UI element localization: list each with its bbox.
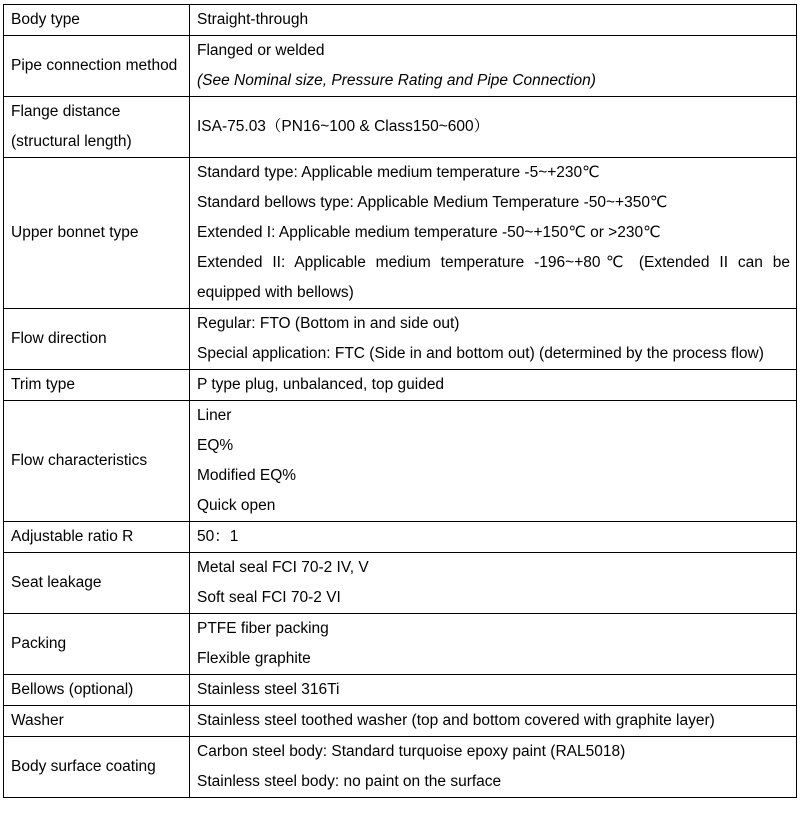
value-line: Metal seal FCI 70-2 IV, V	[197, 559, 369, 576]
value-line: 50：1	[197, 528, 239, 545]
value-line: ISA-75.03（PN16~100 & Class150~600）	[197, 118, 490, 135]
value-line: Soft seal FCI 70-2 VI	[197, 589, 341, 606]
value-line: Quick open	[197, 497, 276, 514]
row-label: Seat leakage	[4, 553, 190, 614]
row-value	[190, 158, 797, 309]
value-line: Extended II: Applicable medium temperature -196~+80℃ (Extended II can be equipped with bellows)	[197, 254, 790, 301]
row-label: Trim type	[4, 370, 190, 401]
table-row-seat-leakage	[4, 553, 797, 614]
value-line: Special application: FTC (Side in and bottom out) (determined by the process flow)	[197, 345, 764, 362]
value-line: Straight-through	[197, 11, 309, 28]
table-row-surface-coating	[4, 737, 797, 798]
row-value	[190, 706, 797, 737]
table-row-body-type	[4, 5, 797, 36]
value-line: Standard type: Applicable medium temperature -5~+230℃	[197, 164, 600, 181]
value-line: Flexible graphite	[197, 650, 311, 667]
value-line: Flanged or welded	[197, 42, 325, 59]
table-row-trim-type	[4, 370, 797, 401]
row-label: Adjustable ratio R	[4, 522, 190, 553]
table-row-washer	[4, 706, 797, 737]
table-row-upper-bonnet	[4, 158, 797, 309]
spec-table	[3, 4, 797, 798]
value-line: Liner	[197, 407, 232, 424]
row-value	[190, 553, 797, 614]
row-value	[190, 5, 797, 36]
value-line: P type plug, unbalanced, top guided	[197, 376, 445, 393]
row-label: Body type	[4, 5, 190, 36]
value-line: PTFE fiber packing	[197, 620, 329, 637]
row-value	[190, 737, 797, 798]
row-label: Flow direction	[4, 309, 190, 370]
value-line: Standard bellows type: Applicable Medium Temperature -50~+350℃	[197, 194, 668, 211]
row-value	[190, 309, 797, 370]
value-line: EQ%	[197, 437, 234, 454]
row-label: Flange distance (structural length)	[4, 97, 190, 158]
table-row-packing	[4, 614, 797, 675]
value-line: Stainless steel 316Ti	[197, 681, 340, 698]
row-value	[190, 522, 797, 553]
row-value	[190, 675, 797, 706]
row-value	[190, 36, 797, 97]
value-line-note: (See Nominal size, Pressure Rating and Pipe Connection)	[197, 72, 596, 89]
value-line: Stainless steel body: no paint on the surface	[197, 773, 502, 790]
row-label: Packing	[4, 614, 190, 675]
row-value	[190, 370, 797, 401]
value-line: Extended I: Applicable medium temperature -50~+150℃ or >230℃	[197, 224, 661, 241]
row-label: Body surface coating	[4, 737, 190, 798]
row-value	[190, 97, 797, 158]
row-value	[190, 401, 797, 522]
table-row-pipe-connection	[4, 36, 797, 97]
value-line: Stainless steel toothed washer (top and bottom covered with graphite layer)	[197, 712, 715, 729]
table-row-flange-distance	[4, 97, 797, 158]
table-row-flow-direction	[4, 309, 797, 370]
row-label: Flow characteristics	[4, 401, 190, 522]
row-label: Pipe connection method	[4, 36, 190, 97]
value-line: Modified EQ%	[197, 467, 297, 484]
table-row-bellows	[4, 675, 797, 706]
row-label: Upper bonnet type	[4, 158, 190, 309]
table-row-flow-characteristics	[4, 401, 797, 522]
value-line: Regular: FTO (Bottom in and side out)	[197, 315, 460, 332]
row-value	[190, 614, 797, 675]
row-label: Washer	[4, 706, 190, 737]
row-label: Bellows (optional)	[4, 675, 190, 706]
table-row-adjustable-ratio	[4, 522, 797, 553]
value-line: Carbon steel body: Standard turquoise epoxy paint (RAL5018)	[197, 743, 626, 760]
